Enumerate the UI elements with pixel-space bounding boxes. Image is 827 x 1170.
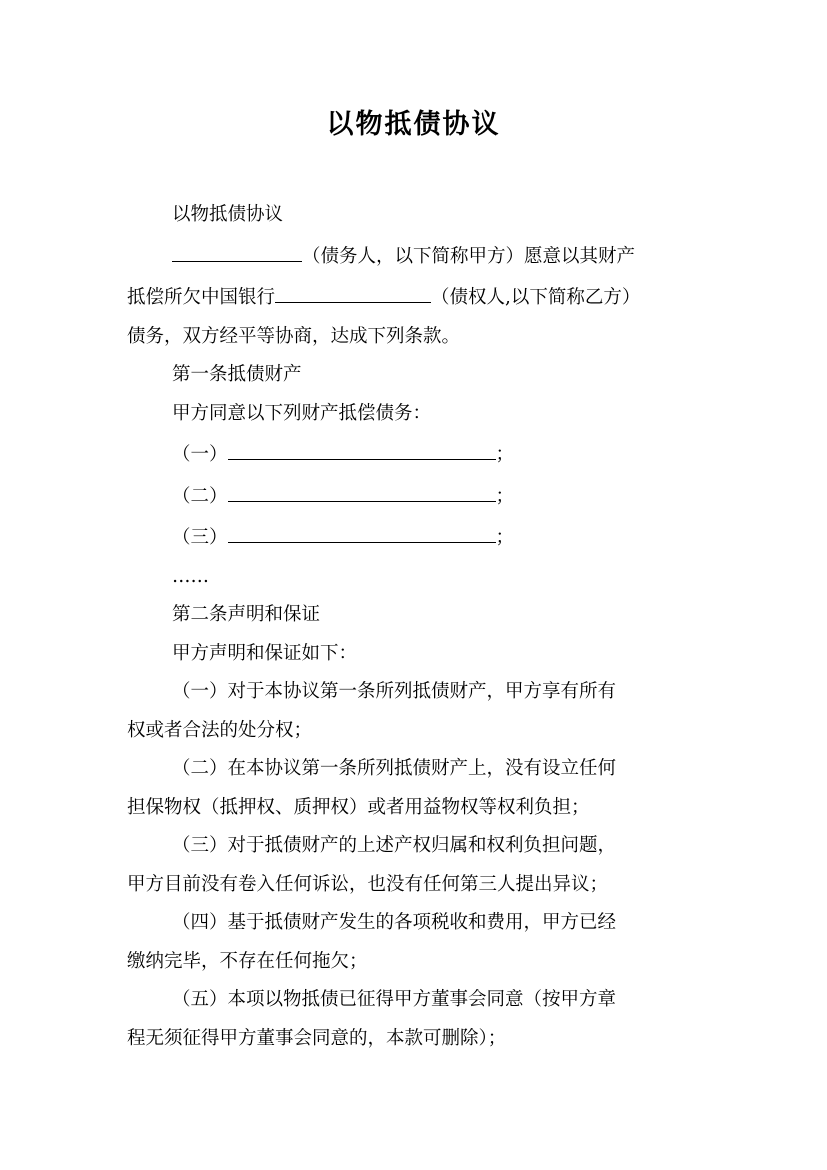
body-line: 债务，双方经平等协商，达成下列条款。 bbox=[127, 325, 461, 347]
body-line: （五）本项以物抵债已征得甲方董事会同意（按甲方章 bbox=[172, 989, 617, 1010]
body-line: （二）在本协议第一条所列抵债财产上，没有设立任何 bbox=[172, 758, 617, 779]
body-line: 缴纳完毕，不存在任何拖欠； bbox=[127, 950, 368, 972]
item-label: （三） bbox=[172, 527, 228, 548]
item-end: ； bbox=[495, 444, 515, 465]
item-label: （二） bbox=[172, 485, 228, 507]
body-line-creditor bbox=[127, 276, 717, 318]
property-item-1 bbox=[127, 433, 717, 475]
body-line-debtor bbox=[127, 235, 717, 277]
article-heading: 第二条声明和保证 bbox=[172, 604, 321, 625]
property-item-2 bbox=[127, 475, 717, 517]
body-line: 甲方同意以下列财产抵偿债务： bbox=[172, 402, 432, 424]
item-end: ； bbox=[495, 485, 515, 507]
body-line: 以物抵债协议 bbox=[172, 204, 284, 225]
article-heading: 第一条抵债财产 bbox=[172, 364, 302, 385]
item-label: （一） bbox=[172, 444, 228, 465]
property-blank bbox=[228, 475, 496, 502]
body-line: （四）基于抵债财产发生的各项税收和费用，甲方已经 bbox=[172, 912, 617, 933]
body-line: 甲方目前没有卷入任何诉讼，也没有任何第三人提出异议； bbox=[127, 873, 609, 895]
creditor-blank bbox=[275, 276, 431, 303]
body-line: 权或者合法的处分权； bbox=[127, 719, 313, 741]
body-line: 担保物权（抵押权、质押权）或者用益物权等权利负担； bbox=[127, 796, 590, 818]
body-line: 程无须征得甲方董事会同意的，本款可删除）； bbox=[127, 1027, 507, 1049]
body-line: （一）对于本协议第一条所列抵债财产，甲方享有所有 bbox=[172, 681, 617, 702]
body-line: （三）对于抵债财产的上述产权归属和权利负担问题， bbox=[172, 835, 617, 856]
line-text: （债务人，以下简称甲方）愿意以其财产 bbox=[302, 245, 636, 267]
property-blank bbox=[228, 516, 496, 543]
document-title: 以物抵债协议 bbox=[326, 109, 501, 140]
document-body bbox=[127, 196, 717, 1058]
property-blank bbox=[228, 433, 496, 460]
ellipsis-line: …… bbox=[172, 565, 209, 587]
line-text: （债权人,以下简称乙方） bbox=[431, 287, 641, 308]
property-item-3 bbox=[127, 516, 717, 558]
item-end: ； bbox=[495, 527, 515, 548]
line-text: 抵偿所欠中国银行 bbox=[127, 287, 276, 308]
debtor-blank bbox=[172, 235, 302, 262]
body-line: 甲方声明和保证如下： bbox=[172, 642, 358, 664]
